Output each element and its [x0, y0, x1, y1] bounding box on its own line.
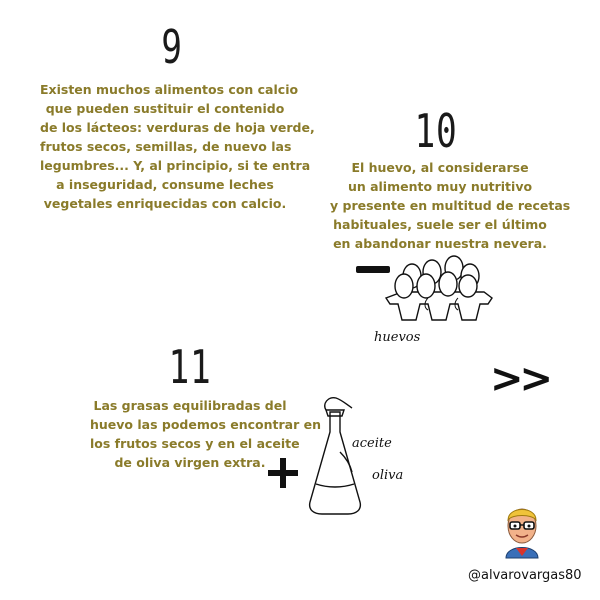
tip-10-text [330, 158, 571, 253]
tip-10-line: en abandonar nuestra nevera. [333, 236, 547, 251]
author-avatar [496, 498, 548, 560]
tip-10-line: El huevo, al considerarse [351, 160, 529, 175]
tip-11-text [90, 396, 321, 472]
tip-11-line: los frutos secos y en el aceite [90, 436, 300, 451]
author-handle[interactable]: @alvarovargas80 [468, 568, 582, 583]
next-arrow[interactable]: >> [490, 356, 550, 402]
plus-sign [268, 458, 298, 488]
tip-9-line: legumbres... Y, al principio, si te entra [40, 158, 311, 173]
tip-9-line: Existen muchos alimentos con calcio [40, 82, 299, 97]
tip-number-9: 9 [161, 20, 183, 74]
tip-9-line: frutos secos, semillas, de nuevo las [40, 139, 292, 154]
olive-oil-cruet-icon [300, 392, 370, 522]
eggs-label: huevos [374, 330, 421, 345]
oil-label-line2: oliva [372, 468, 404, 483]
egg-carton-icon [384, 254, 494, 328]
tip-11-line: de oliva virgen extra. [114, 455, 266, 470]
tip-11-line: Las grasas equilibradas del [93, 398, 287, 413]
oil-label-line1: aceite [352, 436, 392, 451]
tip-9-text [40, 80, 315, 213]
tip-10-line: un alimento muy nutritivo [347, 179, 533, 194]
tip-number-10: 10 [414, 104, 458, 158]
tip-10-line: y presente en multitud de recetas [330, 198, 571, 213]
tip-9-line: que pueden sustituir el contenido [45, 101, 285, 116]
tip-9-line: a inseguridad, consume leches [56, 177, 274, 192]
tip-9-line: de los lácteos: verduras de hoja verde, [40, 120, 315, 135]
tip-number-11: 11 [168, 340, 212, 394]
tip-9-line: vegetales enriquecidas con calcio. [43, 196, 287, 211]
tip-11-line: huevo las podemos encontrar en [90, 417, 321, 432]
tip-10-line: habituales, suele ser el último [333, 217, 547, 232]
